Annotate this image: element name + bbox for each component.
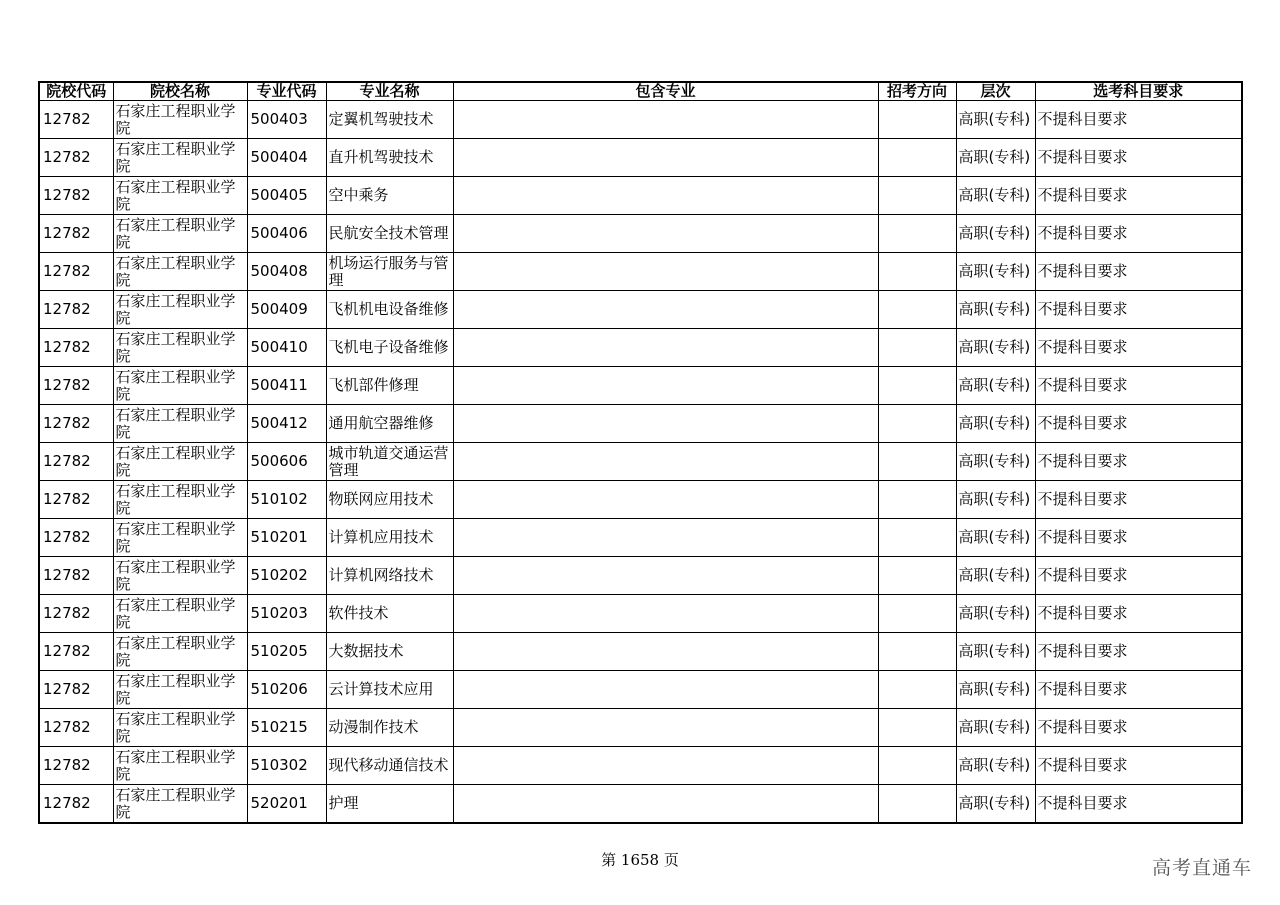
- page-number: 第 1658 页: [601, 851, 679, 869]
- cell-major-name: 空中乘务: [326, 177, 453, 215]
- cell-school-code: 12782: [39, 101, 113, 139]
- cell-major-name: 机场运行服务与管理: [326, 253, 453, 291]
- table-row: [39, 671, 1242, 709]
- header-school-name: 院校名称: [113, 82, 247, 101]
- cell-included-majors: [453, 785, 878, 824]
- cell-level: 高职(专科): [956, 329, 1035, 367]
- cell-included-majors: [453, 139, 878, 177]
- cell-subject-requirement: 不提科目要求: [1035, 101, 1242, 139]
- cell-school-code: 12782: [39, 291, 113, 329]
- cell-school-code: 12782: [39, 139, 113, 177]
- cell-major-name: 现代移动通信技术: [326, 747, 453, 785]
- cell-major-name: 定翼机驾驶技术: [326, 101, 453, 139]
- cell-level: 高职(专科): [956, 253, 1035, 291]
- cell-school-name: 石家庄工程职业学院: [113, 405, 247, 443]
- cell-subject-requirement: 不提科目要求: [1035, 519, 1242, 557]
- table-row: [39, 595, 1242, 633]
- cell-included-majors: [453, 595, 878, 633]
- cell-included-majors: [453, 291, 878, 329]
- cell-school-name: 石家庄工程职业学院: [113, 443, 247, 481]
- cell-major-code: 510102: [247, 481, 326, 519]
- cell-school-name: 石家庄工程职业学院: [113, 253, 247, 291]
- cell-subject-requirement: 不提科目要求: [1035, 329, 1242, 367]
- cell-major-name: 飞机电子设备维修: [326, 329, 453, 367]
- cell-major-code: 500406: [247, 215, 326, 253]
- cell-major-name: 物联网应用技术: [326, 481, 453, 519]
- cell-major-name: 软件技术: [326, 595, 453, 633]
- cell-level: 高职(专科): [956, 367, 1035, 405]
- cell-school-code: 12782: [39, 443, 113, 481]
- table-row: [39, 709, 1242, 747]
- cell-school-code: 12782: [39, 481, 113, 519]
- cell-major-code: 500409: [247, 291, 326, 329]
- cell-major-name: 动漫制作技术: [326, 709, 453, 747]
- cell-included-majors: [453, 253, 878, 291]
- cell-level: 高职(专科): [956, 291, 1035, 329]
- cell-direction: [878, 709, 956, 747]
- cell-major-name: 通用航空器维修: [326, 405, 453, 443]
- cell-major-code: 510202: [247, 557, 326, 595]
- cell-level: 高职(专科): [956, 519, 1035, 557]
- cell-major-name: 大数据技术: [326, 633, 453, 671]
- cell-school-name: 石家庄工程职业学院: [113, 595, 247, 633]
- cell-school-code: 12782: [39, 253, 113, 291]
- cell-school-code: 12782: [39, 329, 113, 367]
- cell-included-majors: [453, 215, 878, 253]
- table-row: [39, 291, 1242, 329]
- cell-major-name: 计算机应用技术: [326, 519, 453, 557]
- table-body: [39, 101, 1242, 824]
- cell-school-name: 石家庄工程职业学院: [113, 557, 247, 595]
- cell-major-code: 510302: [247, 747, 326, 785]
- cell-subject-requirement: 不提科目要求: [1035, 481, 1242, 519]
- cell-school-code: 12782: [39, 367, 113, 405]
- table-row: [39, 443, 1242, 481]
- cell-subject-requirement: 不提科目要求: [1035, 139, 1242, 177]
- cell-major-code: 510201: [247, 519, 326, 557]
- cell-included-majors: [453, 519, 878, 557]
- cell-school-name: 石家庄工程职业学院: [113, 747, 247, 785]
- cell-major-name: 城市轨道交通运营管理: [326, 443, 453, 481]
- cell-direction: [878, 177, 956, 215]
- cell-major-code: 500405: [247, 177, 326, 215]
- cell-included-majors: [453, 633, 878, 671]
- cell-school-code: 12782: [39, 519, 113, 557]
- table-row: [39, 633, 1242, 671]
- cell-school-name: 石家庄工程职业学院: [113, 709, 247, 747]
- cell-included-majors: [453, 443, 878, 481]
- cell-school-code: 12782: [39, 785, 113, 824]
- cell-school-name: 石家庄工程职业学院: [113, 291, 247, 329]
- cell-school-name: 石家庄工程职业学院: [113, 633, 247, 671]
- header-school-code: 院校代码: [39, 82, 113, 101]
- cell-direction: [878, 291, 956, 329]
- cell-direction: [878, 557, 956, 595]
- cell-subject-requirement: 不提科目要求: [1035, 291, 1242, 329]
- cell-major-name: 飞机部件修理: [326, 367, 453, 405]
- cell-level: 高职(专科): [956, 101, 1035, 139]
- cell-direction: [878, 329, 956, 367]
- cell-major-code: 510203: [247, 595, 326, 633]
- cell-major-code: 500403: [247, 101, 326, 139]
- cell-major-name: 直升机驾驶技术: [326, 139, 453, 177]
- cell-included-majors: [453, 101, 878, 139]
- header-direction: 招考方向: [878, 82, 956, 101]
- cell-level: 高职(专科): [956, 595, 1035, 633]
- table-row: [39, 215, 1242, 253]
- cell-level: 高职(专科): [956, 481, 1035, 519]
- cell-level: 高职(专科): [956, 443, 1035, 481]
- cell-major-code: 500410: [247, 329, 326, 367]
- cell-level: 高职(专科): [956, 557, 1035, 595]
- cell-school-name: 石家庄工程职业学院: [113, 139, 247, 177]
- cell-major-code: 500606: [247, 443, 326, 481]
- table-row: [39, 557, 1242, 595]
- table-row: [39, 367, 1242, 405]
- cell-subject-requirement: 不提科目要求: [1035, 405, 1242, 443]
- cell-direction: [878, 785, 956, 824]
- table-row: [39, 177, 1242, 215]
- cell-included-majors: [453, 747, 878, 785]
- cell-major-code: 510215: [247, 709, 326, 747]
- cell-major-name: 云计算技术应用: [326, 671, 453, 709]
- cell-subject-requirement: 不提科目要求: [1035, 367, 1242, 405]
- cell-direction: [878, 443, 956, 481]
- header-major-name: 专业名称: [326, 82, 453, 101]
- table-row: [39, 101, 1242, 139]
- cell-subject-requirement: 不提科目要求: [1035, 633, 1242, 671]
- cell-direction: [878, 481, 956, 519]
- cell-major-code: 510206: [247, 671, 326, 709]
- cell-school-name: 石家庄工程职业学院: [113, 329, 247, 367]
- cell-school-code: 12782: [39, 215, 113, 253]
- header-subject-requirement: 选考科目要求: [1035, 82, 1242, 101]
- cell-subject-requirement: 不提科目要求: [1035, 671, 1242, 709]
- cell-level: 高职(专科): [956, 215, 1035, 253]
- cell-level: 高职(专科): [956, 633, 1035, 671]
- cell-major-code: 500411: [247, 367, 326, 405]
- cell-school-code: 12782: [39, 405, 113, 443]
- table-row: [39, 405, 1242, 443]
- table-row: [39, 329, 1242, 367]
- table-header-row: [39, 82, 1242, 101]
- cell-subject-requirement: 不提科目要求: [1035, 747, 1242, 785]
- table-row: [39, 253, 1242, 291]
- cell-school-name: 石家庄工程职业学院: [113, 481, 247, 519]
- cell-level: 高职(专科): [956, 709, 1035, 747]
- cell-school-name: 石家庄工程职业学院: [113, 177, 247, 215]
- cell-direction: [878, 139, 956, 177]
- cell-school-code: 12782: [39, 709, 113, 747]
- admission-table: [38, 81, 1243, 824]
- cell-included-majors: [453, 481, 878, 519]
- cell-level: 高职(专科): [956, 747, 1035, 785]
- cell-included-majors: [453, 367, 878, 405]
- cell-school-name: 石家庄工程职业学院: [113, 215, 247, 253]
- cell-direction: [878, 405, 956, 443]
- table-row: [39, 481, 1242, 519]
- cell-subject-requirement: 不提科目要求: [1035, 253, 1242, 291]
- cell-major-code: 520201: [247, 785, 326, 824]
- cell-subject-requirement: 不提科目要求: [1035, 595, 1242, 633]
- cell-subject-requirement: 不提科目要求: [1035, 785, 1242, 824]
- cell-school-name: 石家庄工程职业学院: [113, 785, 247, 824]
- cell-subject-requirement: 不提科目要求: [1035, 443, 1242, 481]
- cell-school-code: 12782: [39, 633, 113, 671]
- cell-major-name: 飞机机电设备维修: [326, 291, 453, 329]
- cell-major-code: 500412: [247, 405, 326, 443]
- table-row: [39, 139, 1242, 177]
- cell-major-name: 护理: [326, 785, 453, 824]
- cell-direction: [878, 595, 956, 633]
- cell-included-majors: [453, 557, 878, 595]
- cell-major-code: 510205: [247, 633, 326, 671]
- cell-subject-requirement: 不提科目要求: [1035, 215, 1242, 253]
- cell-direction: [878, 747, 956, 785]
- cell-school-name: 石家庄工程职业学院: [113, 671, 247, 709]
- cell-level: 高职(专科): [956, 671, 1035, 709]
- cell-direction: [878, 253, 956, 291]
- cell-school-code: 12782: [39, 557, 113, 595]
- cell-included-majors: [453, 671, 878, 709]
- watermark-logo: 高考直通车: [1151, 857, 1252, 879]
- cell-direction: [878, 633, 956, 671]
- cell-school-name: 石家庄工程职业学院: [113, 519, 247, 557]
- cell-direction: [878, 367, 956, 405]
- cell-included-majors: [453, 405, 878, 443]
- cell-direction: [878, 671, 956, 709]
- table-row: [39, 519, 1242, 557]
- cell-level: 高职(专科): [956, 177, 1035, 215]
- header-major-code: 专业代码: [247, 82, 326, 101]
- cell-school-code: 12782: [39, 177, 113, 215]
- header-level: 层次: [956, 82, 1035, 101]
- cell-direction: [878, 101, 956, 139]
- cell-school-code: 12782: [39, 595, 113, 633]
- cell-school-code: 12782: [39, 671, 113, 709]
- cell-major-code: 500408: [247, 253, 326, 291]
- table-row: [39, 747, 1242, 785]
- cell-included-majors: [453, 329, 878, 367]
- cell-school-name: 石家庄工程职业学院: [113, 367, 247, 405]
- cell-direction: [878, 215, 956, 253]
- cell-direction: [878, 519, 956, 557]
- cell-school-name: 石家庄工程职业学院: [113, 101, 247, 139]
- cell-level: 高职(专科): [956, 139, 1035, 177]
- cell-level: 高职(专科): [956, 405, 1035, 443]
- cell-subject-requirement: 不提科目要求: [1035, 709, 1242, 747]
- header-included-majors: 包含专业: [453, 82, 878, 101]
- cell-subject-requirement: 不提科目要求: [1035, 177, 1242, 215]
- cell-major-name: 民航安全技术管理: [326, 215, 453, 253]
- cell-major-code: 500404: [247, 139, 326, 177]
- cell-school-code: 12782: [39, 747, 113, 785]
- table-row: [39, 785, 1242, 824]
- cell-level: 高职(专科): [956, 785, 1035, 824]
- cell-included-majors: [453, 709, 878, 747]
- cell-major-name: 计算机网络技术: [326, 557, 453, 595]
- cell-subject-requirement: 不提科目要求: [1035, 557, 1242, 595]
- cell-included-majors: [453, 177, 878, 215]
